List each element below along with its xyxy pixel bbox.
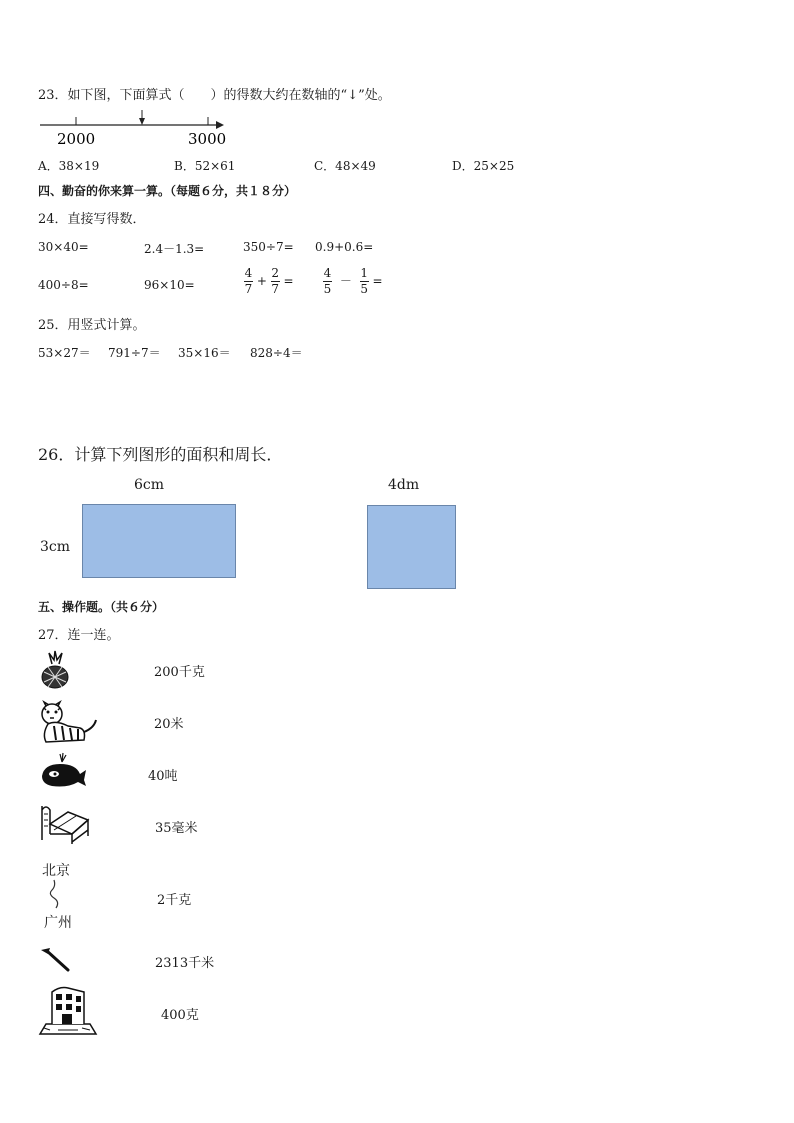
pineapple-icon [38, 650, 72, 690]
option-c: C．48×49 [314, 159, 376, 173]
q25-text: 25．用竖式计算。 [38, 318, 146, 333]
bed-icon [38, 802, 92, 844]
number-line [38, 106, 238, 148]
label-200kg: 200千克 [154, 665, 205, 680]
label-20m: 20米 [154, 717, 184, 732]
calc-96x10: 96×10= [144, 278, 195, 292]
fraction-1-5: $\frac{1}{5}$ [360, 266, 368, 296]
label-40t: 40吨 [148, 769, 178, 784]
calc-400div8: 400÷8= [38, 278, 89, 292]
equals-sign: = [283, 274, 294, 288]
map-label-beijing: 北京 [42, 863, 70, 879]
option-d: D．25×25 [452, 159, 515, 173]
q27-text: 27．连一连。 [38, 628, 120, 643]
map-label-guangzhou: 广州 [44, 915, 72, 931]
square-shape [367, 505, 456, 589]
number-line-arrowhead [216, 121, 224, 129]
minus-sign: － [339, 274, 352, 288]
fraction-4-5: $\frac{4}{5}$ [323, 266, 332, 296]
plus-sign: + [256, 274, 267, 288]
label-35mm: 35毫米 [155, 821, 198, 836]
rectangle-shape [82, 504, 236, 578]
down-arrow-head [139, 118, 145, 125]
whale-icon [38, 752, 88, 790]
vertical-calc-1: 53×27＝ [38, 346, 91, 360]
nail-icon [38, 946, 72, 974]
calc-30x40: 30×40= [38, 240, 89, 254]
label-400g: 400克 [161, 1008, 199, 1023]
calc-350div7: 350÷7= [243, 240, 294, 254]
q24-text: 24．直接写得数． [38, 212, 146, 227]
vertical-calc-3: 35×16＝ [178, 346, 231, 360]
square-side-label: 4dm [388, 477, 420, 493]
option-b: B．52×61 [174, 159, 236, 173]
fraction-2-7: $\frac{2}{7}$ [271, 266, 280, 296]
vertical-calc-4: 828÷4＝ [250, 346, 303, 360]
section5-title: 五、操作题。（共６分） [38, 600, 165, 614]
option-a: A．38×19 [38, 159, 100, 173]
vertical-calc-2: 791÷7＝ [108, 346, 161, 360]
equals-sign: = [372, 274, 383, 288]
axis-label-2000: 2000 [57, 130, 96, 148]
label-2kg: 2千克 [157, 893, 192, 908]
building-icon [38, 984, 98, 1036]
q26-text: 26．计算下列图形的面积和周长． [38, 445, 283, 464]
rect-height-label: 3cm [40, 539, 71, 555]
fraction-expression-2 [323, 267, 383, 296]
section4-title: 四、勤奋的你来算一算。（每题６分，共１８分） [38, 184, 297, 198]
q23-text: 23．如下图，下面算式（ ）的得数大约在数轴的“↓”处。 [38, 88, 391, 103]
axis-label-3000: 3000 [188, 130, 227, 148]
fraction-expression-1 [244, 267, 294, 296]
rect-width-label: 6cm [134, 477, 165, 493]
label-2313km: 2313千米 [155, 956, 215, 971]
fraction-4-7: $\frac{4}{7}$ [244, 266, 253, 296]
calc-2.4-1.3: 2.4－1.3= [144, 242, 205, 256]
tiger-icon [38, 700, 100, 746]
calc-0.9+0.6: 0.9+0.6= [315, 240, 374, 254]
route-line-icon [44, 878, 76, 910]
